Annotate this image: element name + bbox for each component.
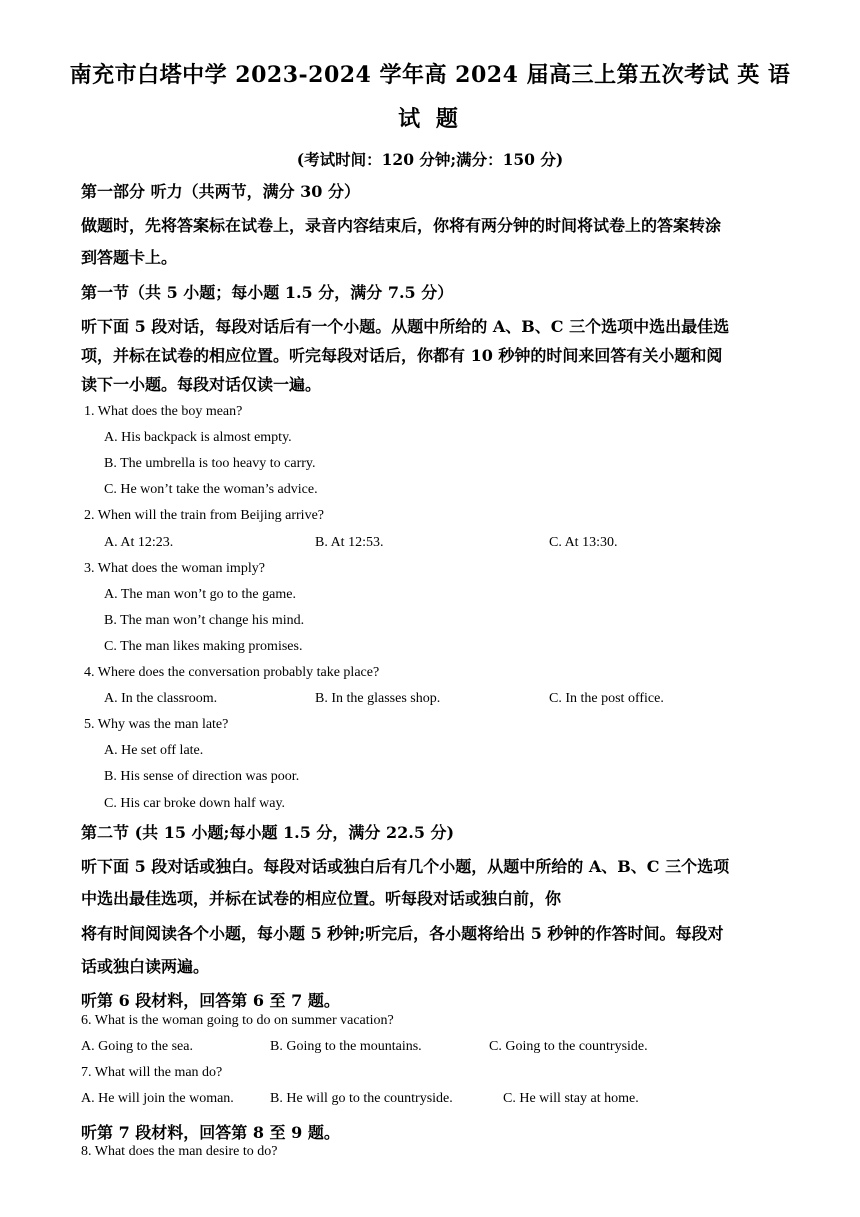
option-c: C. He will stay at home. [503,1091,639,1106]
option-a: A. He will join the woman. [81,1091,234,1106]
section2-instructions-line2: 中选出最佳选项，并标在试卷的相应位置。听每段对话或独白前，你 [81,889,562,908]
part1-instructions-line2: 到答题卡上。 [81,248,178,267]
option-c: C. Going to the countryside. [489,1039,648,1054]
part1-heading: 第一部分 听力（共两节，满分 30 分） [81,182,360,201]
part1-instructions-line1: 做题时，先将答案标在试卷上，录音内容结束后，你将有两分钟的时间将试卷上的答案转涂 [81,216,722,235]
option-c: C. The man likes making promises. [104,639,303,654]
option-c: C. He won’t take the woman’s advice. [104,482,318,497]
question-stem: 2. When will the train from Beijing arrive? [84,508,325,523]
option-a: A. He set off late. [104,743,204,758]
question-stem: 1. What does the boy mean? [84,404,243,419]
exam-title: 南充市白塔中学 2023-2024 学年高 2024 届高三上第五次考试 英 语 [69,62,791,88]
option-c: C. In the post office. [549,691,664,706]
option-b: B. The man won’t change his mind. [104,613,305,628]
option-a: A. The man won’t go to the game. [104,587,296,602]
material-7-heading: 听第 7 段材料，回答第 8 至 9 题。 [81,1123,340,1142]
option-b: B. He will go to the countryside. [270,1091,453,1106]
option-c: C. At 13:30. [549,535,618,550]
option-b: B. The umbrella is too heavy to carry. [104,456,316,471]
question-stem: 3. What does the woman imply? [84,561,265,576]
option-a: A. Going to the sea. [81,1039,193,1054]
option-c: C. His car broke down half way. [104,796,286,811]
option-b: B. His sense of direction was poor. [104,769,300,784]
option-a: A. At 12:23. [104,535,174,550]
question-stem: 8. What does the man desire to do? [81,1144,278,1159]
section1-instructions-line2: 项，并标在试卷的相应位置。听完每段对话后，你都有 10 秒钟的时间来回答有关小题和阅 [81,346,723,365]
section2-instructions-line1: 听下面 5 段对话或独白。每段对话或独白后有几个小题，从题中所给的 A、B、C 三个选项 [81,857,730,876]
option-b: B. At 12:53. [315,535,384,550]
exam-title-continued: 试 题 [398,106,462,132]
option-b: B. In the glasses shop. [315,691,441,706]
question-stem: 6. What is the woman going to do on summer vacation? [81,1013,394,1028]
question-stem: 4. Where does the conversation probably take place? [84,665,380,680]
option-a: A. In the classroom. [104,691,218,706]
section2-instructions-line4: 话或独白读两遍。 [81,957,210,976]
question-stem: 5. Why was the man late? [84,717,229,732]
section1-instructions-line3: 读下一小题。每段对话仅读一遍。 [81,375,322,394]
material-6-heading: 听第 6 段材料，回答第 6 至 7 题。 [81,991,340,1010]
section2-heading: 第二节 (共 15 小题;每小题 1.5 分，满分 22.5 分) [81,823,455,842]
section1-instructions-line1: 听下面 5 段对话，每段对话后有一个小题。从题中所给的 A、B、C 三个选项中选出最佳选 [81,317,730,336]
question-stem: 7. What will the man do? [81,1065,223,1080]
option-b: B. Going to the mountains. [270,1039,422,1054]
exam-time-and-score: (考试时间：120 分钟;满分：150 分) [296,150,564,169]
section2-instructions-line3: 将有时间阅读各个小题，每小题 5 秒钟;听完后，各小题将给出 5 秒钟的作答时间。每段对 [81,924,724,943]
section1-heading: 第一节（共 5 小题；每小题 1.5 分，满分 7.5 分） [81,283,454,302]
option-a: A. His backpack is almost empty. [104,430,292,445]
